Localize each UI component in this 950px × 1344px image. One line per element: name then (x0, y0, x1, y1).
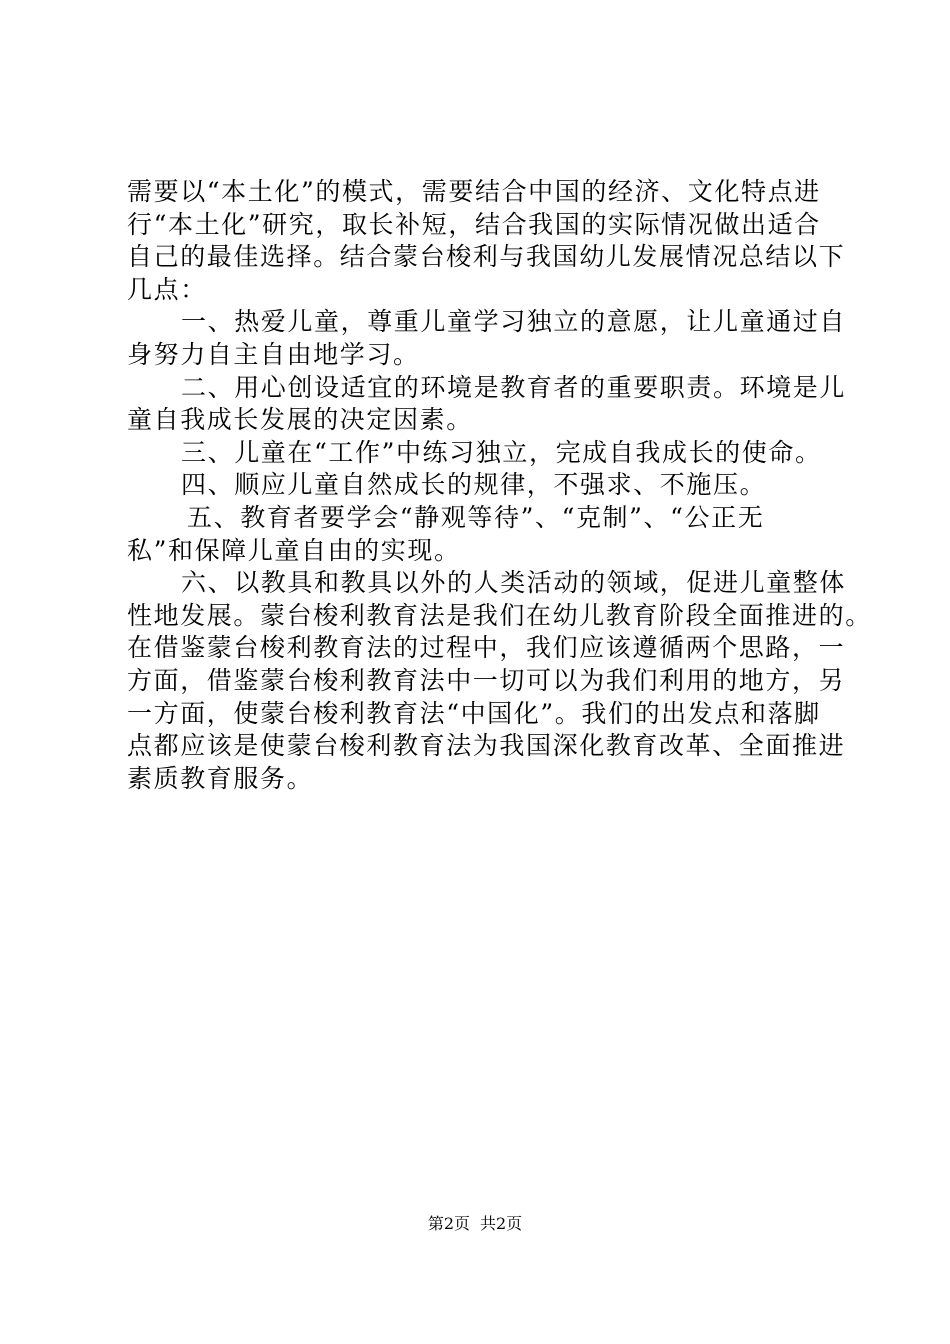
list-item-5-line: 五、教育者要学会“静观等待”、“克制”、“公正无 (187, 502, 765, 532)
page-footer (0, 1214, 950, 1234)
text-line: 需要以“本土化”的模式，需要结合中国的经济、文化特点进 (127, 177, 821, 206)
list-item-2-line: 童自我成长发展的决定因素。 (127, 405, 473, 435)
document-body (127, 176, 872, 795)
paragraph-line: 素质教育服务。 (127, 763, 314, 793)
text-line: 几点： (127, 274, 207, 304)
page-number-current: 第2页 (427, 1214, 470, 1233)
paragraph-line: 性地发展。蒙台梭利教育法是我们在幼儿教育阶段全面推进的。 (127, 600, 872, 630)
text-line: 自己的最佳选择。结合蒙台梭利与我国幼儿发展情况总结以下 (127, 242, 846, 272)
list-item-4-line: 四、顺应儿童自然成长的规律，不强求、不施压。 (181, 470, 767, 500)
paragraph-line: 在借鉴蒙台梭利教育法的过程中，我们应该遵循两个思路，一 (127, 633, 846, 663)
list-item-3-line: 三、儿童在“工作”中练习独立，完成自我成长的使命。 (181, 437, 822, 467)
list-item-2-line: 二、用心创设适宜的环境是教育者的重要职责。环境是儿 (181, 372, 847, 402)
list-item-1-line: 一、热爱儿童，尊重儿童学习独立的意愿，让儿童通过自 (181, 307, 847, 337)
paragraph-line: 一方面，使蒙台梭利教育法“中国化”。我们的出发点和落脚 (127, 698, 821, 728)
list-item-1-line: 身努力自主自由地学习。 (127, 339, 420, 369)
list-item-5-line: 私”和保障儿童自由的实现。 (127, 535, 461, 565)
paragraph-line: 方面，借鉴蒙台梭利教育法中一切可以为我们利用的地方，另 (127, 665, 846, 695)
list-item-6-line: 六、以教具和教具以外的人类活动的领域，促进儿童整体 (181, 568, 847, 598)
paragraph-line: 点都应该是使蒙台梭利教育法为我国深化教育改革、全面推进 (127, 731, 846, 761)
text-line: 行“本土化”研究，取长补短，结合我国的实际情况做出适合 (127, 209, 821, 239)
page-number-total: 共2页 (480, 1214, 523, 1233)
